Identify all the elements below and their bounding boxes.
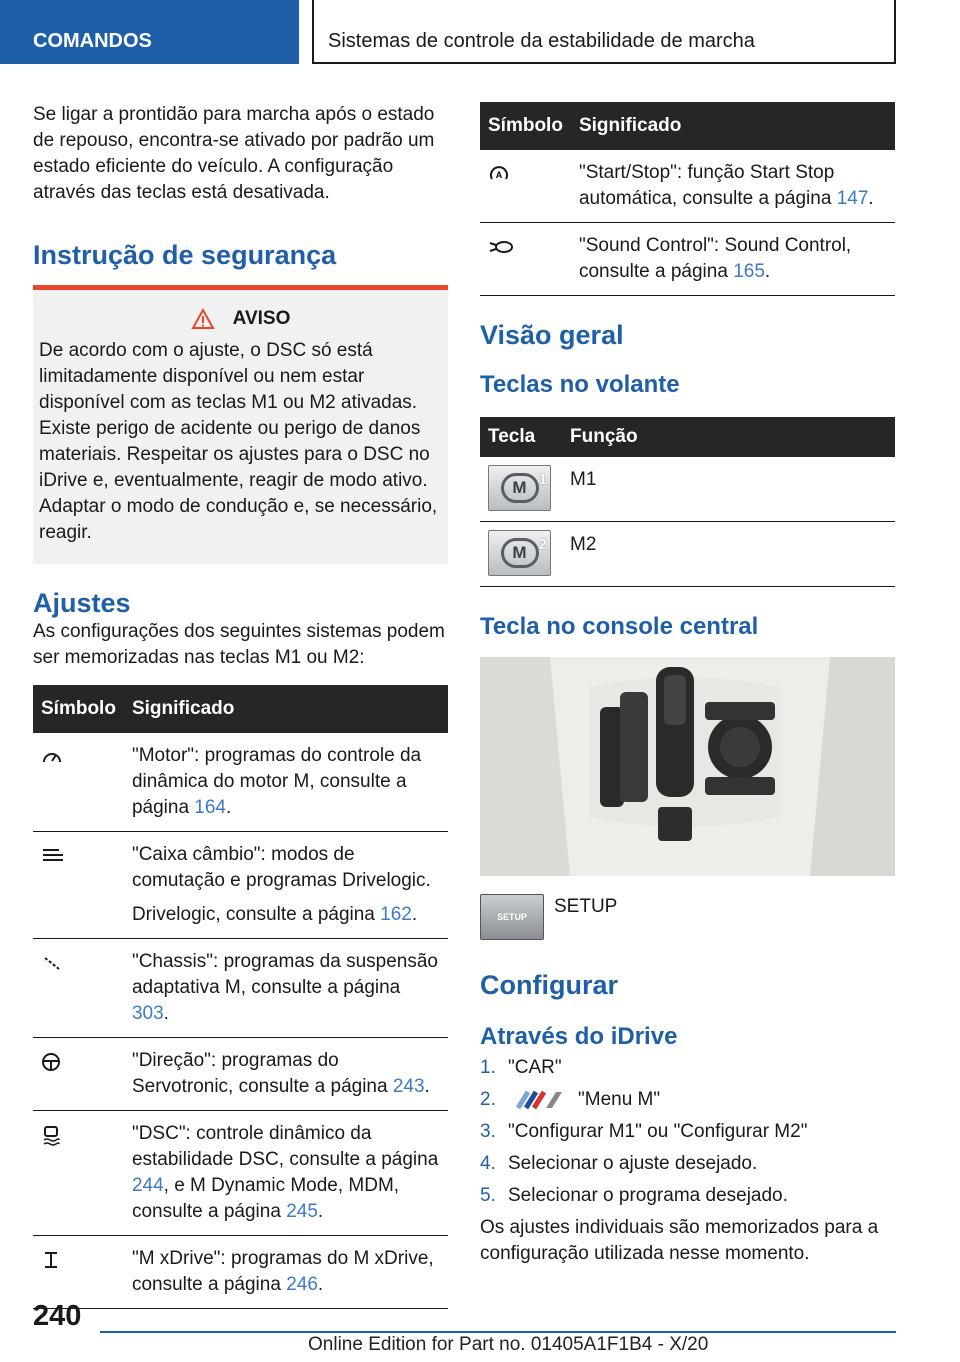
m1-key (488, 465, 551, 511)
row-text: "Chassis": programas da suspensão adaptativa M, consulte a página (131, 951, 438, 998)
engine-icon (41, 749, 63, 765)
row-suffix-2: . (317, 1201, 324, 1222)
row-suffix: . (163, 1003, 169, 1024)
dsc-icon (41, 1125, 61, 1147)
column-header-meaning: Significado (124, 685, 448, 733)
column-header-symbol: Símbolo (33, 685, 124, 733)
page-link[interactable]: 246 (286, 1274, 318, 1295)
column-header-function: Função (562, 417, 895, 457)
gearbox-icon (41, 846, 65, 864)
warning-triangle-icon (191, 308, 215, 330)
table-row (33, 1111, 448, 1236)
safety-heading: Instrução de segurança (33, 240, 337, 270)
key-function: M2 (562, 522, 895, 587)
page-link-2[interactable]: 245 (286, 1201, 318, 1222)
row-text: "Sound Control": Sound Control, consulte a página (578, 235, 852, 282)
list-item (480, 1119, 895, 1145)
row-suffix: . (424, 1076, 430, 1097)
page-link[interactable]: 244 (131, 1175, 164, 1196)
column-header-key: Tecla (480, 417, 562, 457)
row-suffix: . (411, 904, 418, 925)
row-text: "Start/Stop": função Start Stop automática, consulte a página (578, 162, 835, 209)
column-header-meaning: Significado (571, 102, 895, 150)
page-header-title: Sistemas de controle da estabilidade de marcha (312, 0, 896, 64)
wheel-keys-heading: Teclas no volante (480, 371, 680, 398)
m-key-label: M (501, 538, 539, 568)
step-number: 5. (480, 1185, 496, 1206)
warning-text: De acordo com o ajuste, o DSC só está limitadamente disponível ou nem estar disponível com as teclas M1 ou M2 ativadas. Existe perigo de acidente ou perigo de danos materiais. Respeitar os ajustes para o DSC no iDrive e, eventualmente, reagir de modo ativo. Adaptar o modo de condução e, se necessário, reagir. (39, 340, 438, 543)
row-text: "DSC": controle dinâmico da estabilidade DSC, consulte a página (131, 1123, 439, 1170)
step-number: 2. (480, 1089, 496, 1110)
warning-header (39, 308, 442, 330)
settings-table (33, 685, 448, 1309)
list-item (480, 1183, 895, 1209)
start-stop-icon (488, 164, 510, 184)
step-text: Selecionar o programa desejado. (508, 1185, 788, 1206)
m-key-number: 1 (538, 471, 547, 488)
key-function: M1 (562, 457, 895, 522)
list-item (480, 1151, 895, 1177)
svg-text:A: A (495, 170, 503, 180)
table-row (33, 1038, 448, 1111)
setup-row (480, 894, 895, 940)
row-text: "Motor": programas do controle da dinâmica do motor M, consulte a página (131, 745, 422, 818)
row-suffix: . (764, 261, 771, 282)
section-tab: COMANDOS (0, 0, 299, 64)
step-number: 4. (480, 1153, 496, 1174)
page-link[interactable]: 147 (836, 188, 869, 209)
step-text: "Menu M" (578, 1089, 661, 1110)
step-number: 3. (480, 1121, 496, 1142)
row-suffix: . (868, 188, 874, 209)
page-link[interactable]: 243 (392, 1076, 425, 1097)
center-console-photo (480, 657, 895, 876)
page-link[interactable]: 165 (733, 261, 765, 282)
intro-paragraph: Se ligar a prontidão para marcha após o estado de repouso, encontra-se ativado por padrão um estado eficiente do veículo. A configuração através das teclas está desativada. (33, 104, 435, 203)
warning-label: AVISO (232, 308, 291, 329)
table-row (480, 150, 895, 223)
configure-heading: Configurar (480, 970, 618, 1000)
center-console-illustration (480, 657, 895, 876)
page-number: 240 (33, 1300, 82, 1332)
wheel-keys-table (480, 417, 895, 587)
setup-text: SETUP (554, 896, 618, 917)
footer-divider (100, 1331, 896, 1333)
table-row (480, 223, 895, 296)
idrive-heading: Através do iDrive (480, 1023, 678, 1050)
row-suffix: . (226, 797, 232, 818)
table-row (33, 939, 448, 1038)
m-key-label: M (501, 473, 539, 503)
xdrive-icon (41, 1250, 61, 1270)
warning-box (33, 285, 448, 564)
settings-table-continued (480, 102, 895, 296)
page-link[interactable]: 164 (194, 797, 226, 818)
sound-control-icon (488, 239, 516, 255)
step-text: Selecionar o ajuste desejado. (508, 1153, 758, 1174)
row-text: "Caixa câmbio": modos de comutação e programas Drivelogic. (131, 844, 431, 891)
list-item (480, 1087, 895, 1113)
list-item (480, 1055, 895, 1081)
settings-heading: Ajustes (33, 588, 131, 618)
page-link[interactable]: 162 (380, 904, 412, 925)
page-link[interactable]: 303 (131, 1003, 164, 1024)
m-key-number: 2 (538, 536, 547, 553)
table-row (33, 1236, 448, 1309)
row-suffix: . (317, 1274, 324, 1295)
right-column (480, 102, 895, 1275)
step-number: 1. (480, 1057, 496, 1078)
step-text: "CAR" (508, 1057, 562, 1078)
steering-icon (41, 1052, 61, 1072)
row-extra: Drivelogic, consulte a página (131, 904, 375, 925)
closing-paragraph: Os ajustes individuais são memorizados para a configuração utilizada nesse momento. (480, 1217, 879, 1264)
setup-key: SETUP (480, 894, 544, 940)
console-key-heading: Tecla no console central (480, 613, 759, 640)
table-row (480, 457, 895, 522)
settings-intro: As configurações dos seguintes sistemas podem ser memorizadas nas teclas M1 ou M2: (33, 621, 445, 668)
m2-key (488, 530, 551, 576)
column-header-symbol: Símbolo (480, 102, 571, 150)
chassis-icon (41, 955, 63, 971)
left-column (33, 102, 448, 1309)
overview-heading: Visão geral (480, 320, 624, 350)
row-suffix: , e M Dynamic Mode, MDM, consulte a página (131, 1175, 400, 1222)
table-row (33, 832, 448, 939)
footer-edition: Online Edition for Part no. 01405A1F1B4 - X/20 (308, 1334, 709, 1355)
table-row (480, 522, 895, 587)
step-text: "Configurar M1" ou "Configurar M2" (508, 1121, 808, 1142)
row-text: "Direção": programas do Servotronic, consulte a página (131, 1050, 388, 1097)
m-menu-icon (512, 1090, 568, 1110)
row-text: "M xDrive": programas do M xDrive, consulte a página (131, 1248, 434, 1295)
table-row (33, 733, 448, 832)
steps-list (480, 1055, 895, 1209)
